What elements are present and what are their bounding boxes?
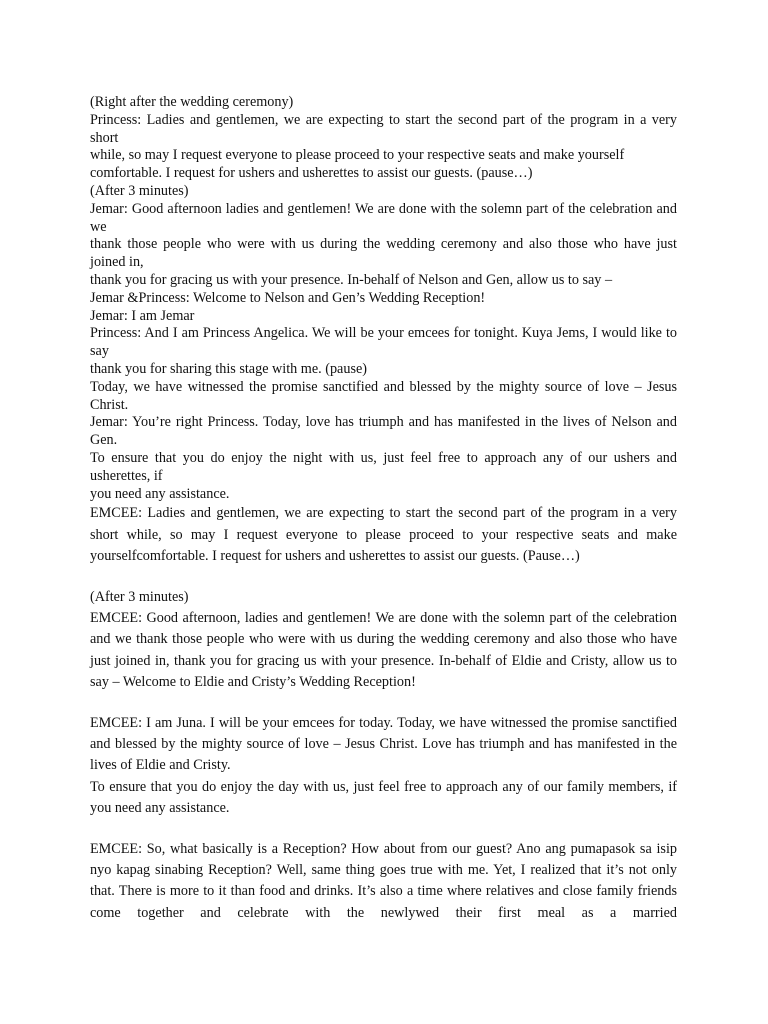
text-line: Princess: Ladies and gentlemen, we are expecting to start the second part of the program in a very short <box>90 111 677 146</box>
text-line: comfortable. I request for ushers and usherettes to assist our guests. (pause…) <box>90 165 533 182</box>
text-line: Today, we have witnessed the promise sanctified and blessed by the mighty source of love – Jesus Christ. <box>90 378 677 413</box>
text-line: you need any assistance. <box>90 485 230 502</box>
paragraph: EMCEE: I am Juna. I will be your emcees for today. Today, we have witnessed the promise sanctified and blessed by the mighty source of love – Jesus Christ. Love has triumph and has manifested in the lives of Eldie and Cristy. <box>90 714 677 774</box>
paragraph: EMCEE: Ladies and gentlemen, we are expecting to start the second part of the program in a very short while, so may I request everyone to please proceed to your respective seats and make yourselfcomfortable. I request for ushers and usherettes to assist our guests. (Pause…) <box>90 505 677 564</box>
text-line: Jemar: You’re right Princess. Today, love has triumph and has manifested in the lives of Nelson and Gen. <box>90 414 677 449</box>
text-line: Jemar &Princess: Welcome to Nelson and Gen’s Wedding Reception! <box>90 289 486 306</box>
text-line: thank you for gracing us with your presence. In-behalf of Nelson and Gen, allow us to say – <box>90 271 613 288</box>
text-line: while, so may I request everyone to please proceed to your respective seats and make yourself <box>90 147 625 164</box>
emcee-script-section <box>90 503 677 923</box>
script-lines-section <box>90 94 677 503</box>
text-line: Princess: And I am Princess Angelica. We will be your emcees for tonight. Kuya Jems, I would like to say <box>90 325 677 360</box>
text-line: Jemar: Good afternoon ladies and gentlemen! We are done with the solemn part of the celebration and we <box>90 200 677 235</box>
text-line: (After 3 minutes) <box>90 182 189 199</box>
text-line: thank you for sharing this stage with me. (pause) <box>90 360 367 377</box>
document-page <box>90 94 677 924</box>
paragraph: EMCEE: So, what basically is a Reception? How about from our guest? Ano ang pumapasok sa isip nyo kapag sinabing Reception? Well, same thing goes true with me. Yet, I realized that it’s not only that. There is more to it than food and drinks. It’s also a time where relatives and close family friends come together and celebrate with the newlywed their first meal as a married <box>90 840 677 921</box>
text-line: (Right after the wedding ceremony) <box>90 94 294 110</box>
text-line: Jemar: I am Jemar <box>90 307 195 324</box>
paragraph: EMCEE: Good afternoon, ladies and gentlemen! We are done with the solemn part of the celebration and we thank those people who were with us during the wedding ceremony and also those who have just joined in, thank you for gracing us with your presence. In-behalf of Eldie and Cristy, allow us to say – Welcome to Eldie and Cristy’s Wedding Reception! <box>90 610 677 690</box>
paragraph: (After 3 minutes) <box>90 588 189 605</box>
paragraph: To ensure that you do enjoy the day with us, just feel free to approach any of our family members, if you need any assistance. <box>90 778 677 816</box>
text-line: thank those people who were with us during the wedding ceremony and also those who have just joined in, <box>90 236 677 271</box>
text-line: To ensure that you do enjoy the night with us, just feel free to approach any of our ushers and usherettes, if <box>90 449 677 484</box>
